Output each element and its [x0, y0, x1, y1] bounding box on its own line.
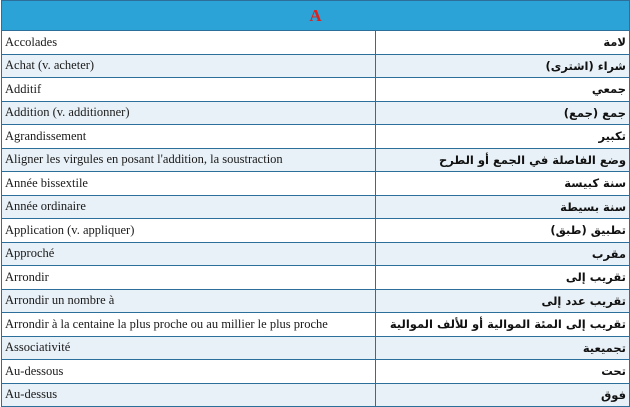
glossary-rows: [2, 31, 630, 407]
arabic-term: تطبيق (طبق): [376, 219, 630, 243]
french-term: Arrondir: [2, 266, 376, 290]
arabic-term: تجميعية: [376, 336, 630, 360]
glossary-row: [2, 289, 630, 313]
arabic-term: سنة بسيطة: [376, 195, 630, 219]
french-term: Additif: [2, 78, 376, 102]
french-term: Achat (v. acheter): [2, 54, 376, 78]
french-term: Addition (v. additionner): [2, 101, 376, 125]
glossary-row: [2, 101, 630, 125]
glossary-row: [2, 242, 630, 266]
french-term: Aligner les virgules en posant l'addition, la soustraction: [2, 148, 376, 172]
glossary-table: [1, 0, 630, 407]
section-header-row: [2, 1, 630, 31]
glossary-row: [2, 31, 630, 55]
glossary-row: [2, 125, 630, 149]
french-term: Arrondir un nombre à: [2, 289, 376, 313]
french-term: Au-dessous: [2, 360, 376, 384]
glossary-row: [2, 313, 630, 337]
french-term: Associativité: [2, 336, 376, 360]
section-letter: A: [2, 1, 630, 31]
arabic-term: وضع الفاصلة في الجمع أو الطرح: [376, 148, 630, 172]
glossary-row: [2, 148, 630, 172]
glossary-row: [2, 266, 630, 290]
arabic-term: شراء (اشترى): [376, 54, 630, 78]
french-term: Au-dessus: [2, 383, 376, 407]
glossary-row: [2, 383, 630, 407]
arabic-term: لامة: [376, 31, 630, 55]
arabic-term: جمعي: [376, 78, 630, 102]
french-term: Année ordinaire: [2, 195, 376, 219]
glossary-row: [2, 172, 630, 196]
glossary-row: [2, 336, 630, 360]
glossary-row: [2, 219, 630, 243]
glossary-row: [2, 360, 630, 384]
arabic-term: مقرب: [376, 242, 630, 266]
arabic-term: تحت: [376, 360, 630, 384]
french-term: Arrondir à la centaine la plus proche ou au millier le plus proche: [2, 313, 376, 337]
arabic-term: تقريب إلى: [376, 266, 630, 290]
arabic-term: تقريب إلى المئة الموالية أو للألف الموالية: [376, 313, 630, 337]
glossary-row: [2, 54, 630, 78]
french-term: Application (v. appliquer): [2, 219, 376, 243]
french-term: Approché: [2, 242, 376, 266]
arabic-term: فوق: [376, 383, 630, 407]
arabic-term: جمع (جمع): [376, 101, 630, 125]
glossary-row: [2, 78, 630, 102]
french-term: Accolades: [2, 31, 376, 55]
french-term: Année bissextile: [2, 172, 376, 196]
glossary-row: [2, 195, 630, 219]
arabic-term: تكبير: [376, 125, 630, 149]
arabic-term: سنة كبيسة: [376, 172, 630, 196]
arabic-term: تقريب عدد إلى: [376, 289, 630, 313]
french-term: Agrandissement: [2, 125, 376, 149]
